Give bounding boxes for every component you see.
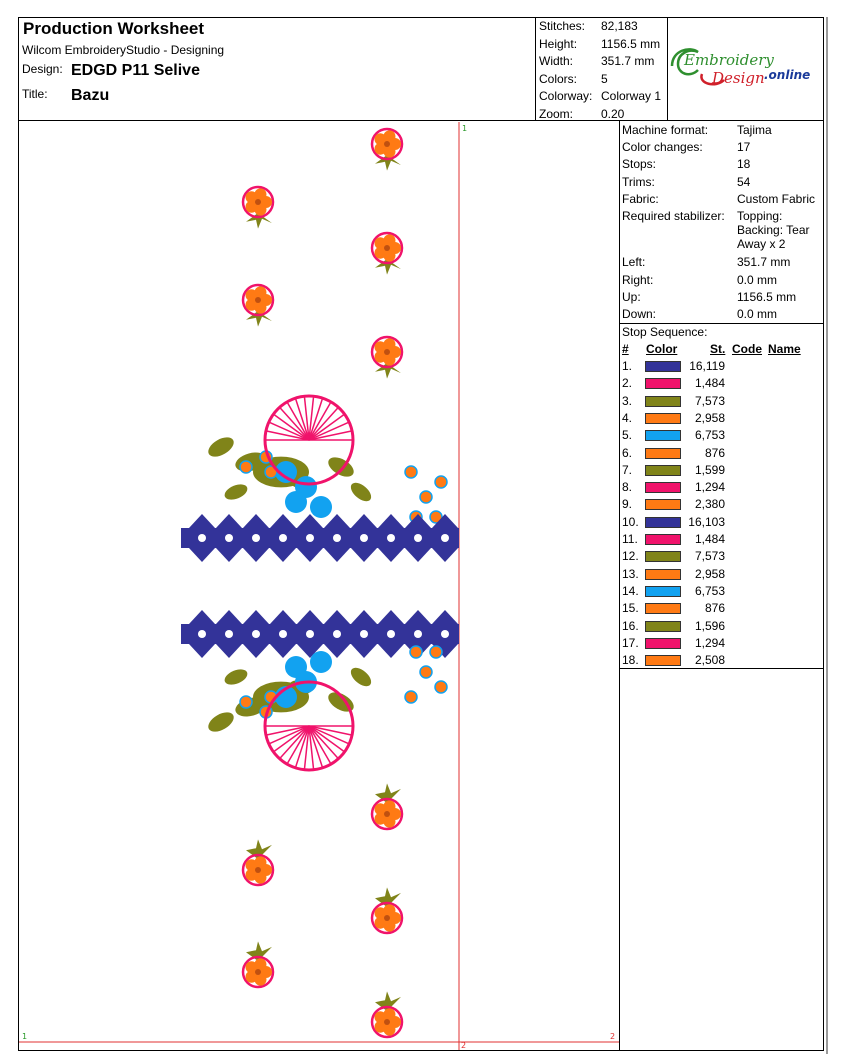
- lace-peak: [324, 610, 350, 624]
- stitch-count: 1,599: [694, 462, 725, 477]
- leaf-shape: [205, 433, 237, 460]
- flower-motif: [372, 129, 402, 171]
- title-value: Bazu: [71, 87, 110, 104]
- lace-peak: [216, 548, 242, 562]
- lace-hole: [306, 630, 314, 638]
- col-color: Color: [646, 342, 678, 356]
- petal-shape: [383, 130, 395, 142]
- stop-number: 10.: [622, 514, 639, 529]
- petal-shape: [254, 958, 266, 970]
- lace-hole: [441, 630, 449, 638]
- info-value: 0.0 mm: [737, 273, 778, 287]
- stop-number: 8.: [622, 480, 633, 495]
- blue-flower: [310, 651, 332, 673]
- flower-center: [255, 867, 261, 873]
- lace-peak: [432, 610, 458, 624]
- lace-peak: [297, 610, 323, 624]
- flower-motif: [372, 233, 402, 275]
- leaf-shape: [348, 479, 375, 505]
- lace-peak: [405, 610, 431, 624]
- petal-shape: [383, 1008, 395, 1020]
- info-label: Up:: [622, 290, 641, 304]
- stop-row: [621, 446, 821, 463]
- stop-row: [621, 567, 821, 584]
- stat-label: Colors:: [539, 71, 578, 86]
- lace-hole: [387, 534, 395, 542]
- col-num: #: [622, 342, 629, 356]
- stitch-count: 2,958: [694, 566, 725, 581]
- info-value: Custom Fabric: [737, 192, 816, 206]
- lace-peak: [270, 644, 296, 658]
- lace-peak: [270, 548, 296, 562]
- info-value: 18: [737, 157, 751, 171]
- stat-label: Colorway:: [539, 89, 593, 103]
- lace-peak: [216, 514, 242, 528]
- stop-number: 11.: [622, 532, 638, 546]
- stat-label: Zoom:: [539, 106, 574, 121]
- stat-value: 1156.5 mm: [601, 36, 661, 51]
- flower-center: [255, 297, 261, 303]
- title-label: Title:: [22, 87, 48, 101]
- flower-motif: [243, 941, 273, 987]
- flower-center: [384, 349, 390, 355]
- stat-label: Width:: [539, 54, 574, 68]
- lace-peak: [243, 514, 269, 528]
- orange-bud: [430, 646, 442, 658]
- petal-shape: [383, 800, 395, 812]
- lace-peak: [216, 610, 242, 624]
- stop-row: [621, 394, 821, 411]
- stop-row: [621, 515, 821, 532]
- lace-peak: [243, 548, 269, 562]
- stop-number: 9.: [622, 497, 633, 512]
- col-code: Code: [732, 342, 762, 356]
- stop-number: 15.: [622, 601, 639, 616]
- stop-number: 17.: [622, 635, 639, 650]
- info-value: Backing: Tear: [737, 223, 810, 237]
- stop-row: [621, 532, 821, 549]
- stitch-count: 16,119: [689, 359, 725, 373]
- logo-line1: Embroidery: [684, 51, 774, 69]
- leaf-shape: [325, 453, 357, 480]
- lace-hole: [198, 534, 206, 542]
- stop-row: [621, 636, 821, 653]
- stitch-count: 876: [704, 445, 725, 460]
- col-name: Name: [768, 342, 801, 356]
- info-value: Away x 2: [737, 237, 786, 251]
- marker-bottom-right: 2: [610, 1032, 616, 1041]
- info-label: Required stabilizer:: [622, 209, 725, 223]
- stat-label: Stitches:: [539, 19, 586, 33]
- color-swatch: [645, 499, 681, 510]
- worksheet-title: Production Worksheet: [23, 19, 205, 38]
- lace-peak: [189, 644, 215, 658]
- col-stitches: St.: [710, 342, 726, 356]
- lace-peak: [432, 548, 458, 562]
- flower-center: [384, 811, 390, 817]
- petal-shape: [254, 286, 266, 298]
- lace-hole: [279, 630, 287, 638]
- flower-center: [255, 199, 261, 205]
- orange-bud: [240, 461, 252, 473]
- lace-peak: [378, 610, 404, 624]
- logo-line2: Design: [712, 69, 765, 87]
- color-swatch: [645, 655, 681, 666]
- stop-number: 6.: [622, 445, 633, 460]
- lace-hole: [441, 534, 449, 542]
- stop-row: [621, 549, 821, 566]
- stop-number: 16.: [622, 618, 639, 633]
- info-value: Tajima: [737, 123, 772, 137]
- info-value: 351.7 mm: [737, 255, 791, 269]
- lace-hole: [360, 630, 368, 638]
- stitch-count: 7,573: [694, 393, 725, 408]
- stop-row: [621, 480, 821, 497]
- color-swatch: [645, 482, 681, 493]
- color-swatch: [645, 638, 681, 649]
- lace-hole: [360, 534, 368, 542]
- stop-number: 1.: [622, 359, 633, 373]
- fan-motif: [265, 396, 353, 484]
- info-value: 1156.5 mm: [737, 290, 797, 304]
- lace-peak: [351, 610, 377, 624]
- lace-hole: [252, 534, 260, 542]
- flower-motif: [372, 337, 402, 379]
- stitch-count: 2,508: [694, 653, 725, 668]
- stop-number: 3.: [622, 393, 633, 408]
- stitch-count: 2,958: [694, 410, 725, 425]
- floral-cluster: [205, 433, 447, 523]
- flower-motif: [372, 783, 402, 829]
- color-swatch: [645, 534, 681, 545]
- orange-bud: [405, 466, 417, 478]
- stitch-count: 1,484: [694, 376, 725, 391]
- petal-shape: [383, 904, 395, 916]
- lace-hole: [333, 534, 341, 542]
- lace-hole: [279, 534, 287, 542]
- lace-border: [181, 514, 459, 562]
- stop-row: [621, 619, 821, 636]
- flower-center: [384, 141, 390, 147]
- stitch-count: 16,103: [688, 514, 725, 529]
- lace-peak: [378, 548, 404, 562]
- lace-peak: [270, 514, 296, 528]
- fan-motif: [265, 682, 353, 770]
- color-swatch: [645, 430, 681, 441]
- lace-hole: [252, 630, 260, 638]
- orange-bud: [435, 476, 447, 488]
- lace-peak: [189, 548, 215, 562]
- lace-peak: [243, 644, 269, 658]
- leaf-shape: [222, 481, 249, 502]
- marker-bottom-mid: 2: [461, 1041, 467, 1050]
- lace-peak: [351, 514, 377, 528]
- lace-peak: [324, 514, 350, 528]
- lace-peak: [297, 548, 323, 562]
- lace-hole: [414, 630, 422, 638]
- lace-hole: [225, 534, 233, 542]
- leaf-shape: [325, 688, 357, 715]
- embroidery-preview: [19, 122, 619, 1050]
- leaf-shape: [222, 666, 249, 687]
- stitch-count: 6,753: [694, 583, 725, 598]
- info-label: Machine format:: [622, 123, 709, 137]
- info-label: Left:: [622, 255, 646, 269]
- lace-peak: [189, 514, 215, 528]
- stop-row: [621, 376, 821, 393]
- stop-row: [621, 428, 821, 445]
- info-divider: [619, 323, 824, 324]
- stitch-count: 876: [704, 601, 725, 616]
- stop-row: [621, 601, 821, 618]
- blue-flower: [310, 496, 332, 518]
- design-label: Design:: [22, 62, 63, 76]
- stop-number: 2.: [622, 376, 633, 391]
- blue-flower: [285, 656, 307, 678]
- leaf-shape: [348, 664, 375, 690]
- flower-center: [384, 245, 390, 251]
- color-swatch: [645, 586, 681, 597]
- lace-hole: [306, 534, 314, 542]
- flower-center: [384, 915, 390, 921]
- info-label: Down:: [622, 307, 657, 321]
- stop-number: 4.: [622, 410, 633, 425]
- stop-number: 7.: [622, 462, 633, 477]
- color-swatch: [645, 361, 681, 372]
- orange-bud: [240, 696, 252, 708]
- stop-number: 12.: [622, 549, 639, 564]
- orange-bud: [435, 681, 447, 693]
- flower-motif: [243, 839, 273, 885]
- stat-value: Colorway 1: [601, 89, 662, 103]
- orange-bud: [410, 646, 422, 658]
- design-canvas: [19, 122, 619, 1050]
- stat-label: Height:: [539, 36, 578, 51]
- lace-hole: [225, 630, 233, 638]
- stop-row: [621, 411, 821, 428]
- lace-peak: [351, 644, 377, 658]
- info-label: Fabric:: [622, 192, 659, 206]
- petal-shape: [383, 234, 395, 246]
- orange-bud: [420, 666, 432, 678]
- marker-bottom-left: 1: [22, 1032, 28, 1041]
- color-swatch: [645, 569, 681, 580]
- flower-motif: [243, 187, 273, 229]
- lace-hole: [387, 630, 395, 638]
- stop-number: 5.: [622, 428, 633, 443]
- color-swatch: [645, 621, 681, 632]
- header-divider: [535, 17, 536, 121]
- lace-peak: [189, 610, 215, 624]
- color-swatch: [645, 465, 681, 476]
- stop-number: 14.: [622, 583, 639, 598]
- lace-peak: [216, 644, 242, 658]
- stop-row: [621, 359, 821, 376]
- floral-cluster: [205, 646, 447, 736]
- orange-bud: [420, 491, 432, 503]
- info-value: 0.0 mm: [737, 307, 778, 321]
- flower-center: [384, 1019, 390, 1025]
- flower-center: [255, 969, 261, 975]
- embroidery-design-logo: [668, 40, 826, 92]
- leaf-shape: [205, 708, 237, 735]
- color-swatch: [645, 396, 681, 407]
- stat-value: 0.20: [601, 106, 625, 121]
- petal-shape: [254, 856, 266, 868]
- info-value: 17: [737, 140, 751, 154]
- lace-peak: [351, 548, 377, 562]
- stitch-count: 1,294: [694, 480, 725, 495]
- stop-number: 18.: [622, 653, 639, 668]
- lace-peak: [405, 514, 431, 528]
- stop-number: 13.: [622, 566, 639, 581]
- stitch-count: 1,294: [694, 635, 725, 650]
- stitch-count: 6,753: [694, 428, 725, 443]
- stitch-count: 1,484: [694, 532, 725, 546]
- info-label: Stops:: [622, 157, 657, 171]
- marker-top: 1: [462, 124, 468, 133]
- info-value: 54: [737, 175, 751, 189]
- orange-bud: [405, 691, 417, 703]
- lace-peak: [378, 644, 404, 658]
- lace-peak: [324, 548, 350, 562]
- app-name: Wilcom EmbroideryStudio - Designing: [22, 43, 225, 57]
- stitch-count: 2,380: [694, 497, 725, 512]
- stat-value: 5: [601, 71, 608, 86]
- info-label: Trims:: [622, 175, 655, 189]
- info-value: Topping:: [737, 209, 783, 223]
- blue-flower: [285, 491, 307, 513]
- stop-row: [621, 497, 821, 514]
- stop-row: [621, 584, 821, 601]
- color-swatch: [645, 448, 681, 459]
- lace-peak: [378, 514, 404, 528]
- stitch-count: 1,596: [694, 618, 725, 633]
- flower-motif: [372, 991, 402, 1037]
- color-swatch: [645, 603, 681, 614]
- info-label: Right:: [622, 273, 654, 287]
- color-swatch: [645, 378, 681, 389]
- flower-motif: [243, 285, 273, 327]
- color-swatch: [645, 413, 681, 424]
- stop-row: [621, 463, 821, 480]
- panel-divider: [619, 121, 620, 1051]
- petal-shape: [383, 338, 395, 350]
- page-shadow: [826, 17, 828, 1054]
- lace-peak: [270, 610, 296, 624]
- stat-value: 351.7 mm: [601, 54, 655, 68]
- petal-shape: [254, 188, 266, 200]
- info-label: Color changes:: [622, 140, 703, 154]
- lace-peak: [243, 610, 269, 624]
- lace-peak: [405, 548, 431, 562]
- stop-sequence-title: Stop Sequence:: [622, 325, 708, 339]
- color-swatch: [645, 551, 681, 562]
- stop-row: [621, 653, 821, 670]
- color-swatch: [645, 517, 681, 528]
- flower-motif: [372, 887, 402, 933]
- stitch-count: 7,573: [694, 549, 725, 564]
- design-value: EDGD P11 Selive: [71, 62, 200, 79]
- stat-value: 82,183: [601, 19, 638, 33]
- lace-hole: [333, 630, 341, 638]
- lace-hole: [198, 630, 206, 638]
- lace-hole: [414, 534, 422, 542]
- logo-suffix: .online: [764, 68, 811, 82]
